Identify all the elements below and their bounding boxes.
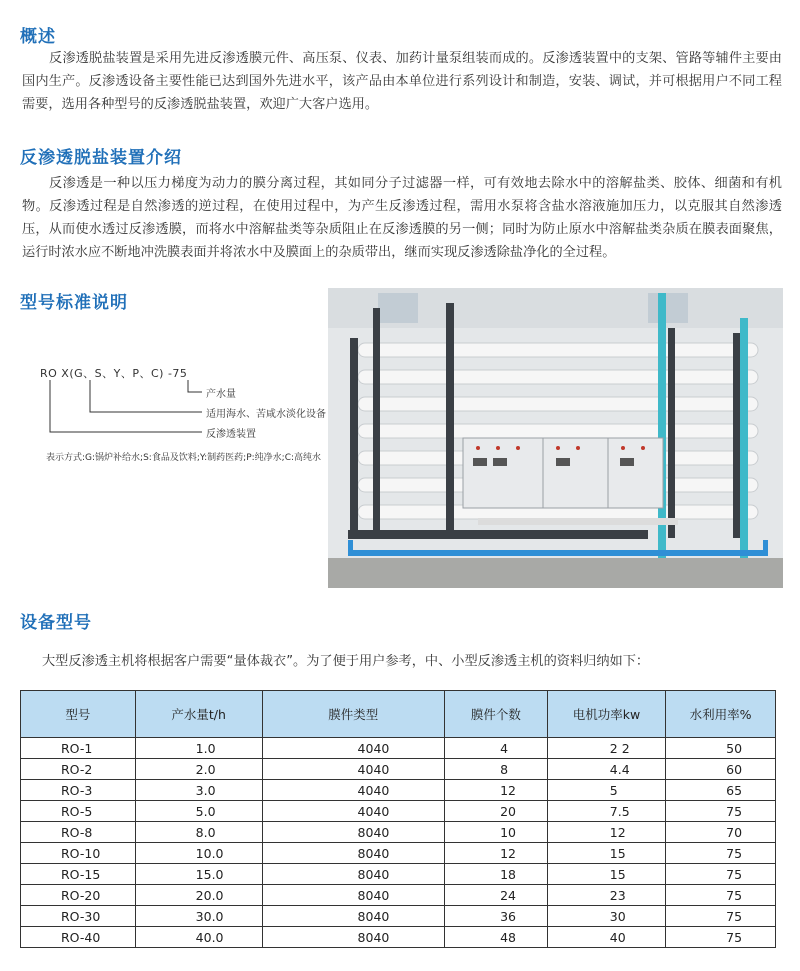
table-cell: 30 bbox=[547, 906, 665, 927]
table-header-cell: 膜件个数 bbox=[445, 691, 548, 738]
table-cell: 4.4 bbox=[547, 759, 665, 780]
table-cell: 4040 bbox=[262, 759, 445, 780]
table-header-cell: 电机功率kw bbox=[547, 691, 665, 738]
table-header-cell: 水利用率% bbox=[666, 691, 776, 738]
equipment-table-wrapper bbox=[20, 690, 776, 948]
table-cell: 15 bbox=[547, 864, 665, 885]
table-cell: 75 bbox=[666, 801, 776, 822]
table-row bbox=[21, 843, 776, 864]
table-cell: 15 bbox=[547, 843, 665, 864]
table-cell: RO-15 bbox=[21, 864, 136, 885]
label-output: 产水量 bbox=[206, 389, 236, 400]
table-cell: RO-3 bbox=[21, 780, 136, 801]
table-row bbox=[21, 864, 776, 885]
table-cell: RO-10 bbox=[21, 843, 136, 864]
table-cell: 4040 bbox=[262, 801, 445, 822]
table-cell: 15.0 bbox=[135, 864, 262, 885]
table-cell: 30.0 bbox=[135, 906, 262, 927]
table-cell: 75 bbox=[666, 864, 776, 885]
table-cell: 40.0 bbox=[135, 927, 262, 948]
table-row bbox=[21, 906, 776, 927]
table-cell: 4040 bbox=[262, 738, 445, 759]
table-cell: 7.5 bbox=[547, 801, 665, 822]
table-cell: 18 bbox=[445, 864, 548, 885]
table-cell: 8040 bbox=[262, 843, 445, 864]
table-cell: 2.0 bbox=[135, 759, 262, 780]
table-cell: RO-20 bbox=[21, 885, 136, 906]
table-cell: 8040 bbox=[262, 864, 445, 885]
table-cell: 75 bbox=[666, 906, 776, 927]
table-cell: 8040 bbox=[262, 822, 445, 843]
overview-heading: 概述 bbox=[20, 27, 56, 47]
table-cell: 40 bbox=[547, 927, 665, 948]
table-cell: 75 bbox=[666, 885, 776, 906]
label-device: 反渗透装置 bbox=[206, 429, 256, 440]
table-cell: RO-5 bbox=[21, 801, 136, 822]
table-cell: 3.0 bbox=[135, 780, 262, 801]
ro-equipment-photo bbox=[328, 288, 783, 588]
table-cell: 10.0 bbox=[135, 843, 262, 864]
table-header-cell: 产水量t/h bbox=[135, 691, 262, 738]
table-row bbox=[21, 801, 776, 822]
model-code-note: 表示方式:G:锅炉补给水;S:食品及饮料;Y:制药医药;P:纯净水;C:高纯水 bbox=[46, 453, 322, 463]
table-row bbox=[21, 885, 776, 906]
table-cell: 4 bbox=[445, 738, 548, 759]
equipment-heading: 设备型号 bbox=[20, 613, 92, 633]
table-cell: 8040 bbox=[262, 927, 445, 948]
table-row bbox=[21, 759, 776, 780]
table-row bbox=[21, 927, 776, 948]
table-header-row bbox=[21, 691, 776, 738]
overview-paragraph: 反渗透脱盐装置是采用先进反渗透膜元件、高压泵、仪表、加药计量泵组装而成的。反渗透装置中的支架、管路等辅件主要由国内生产。反渗透设备主要性能已达到国外先进水平，该产品由本单位进行系列设计和制造，安装、调试，并可根据用户不同工程需要，选用各种型号的反渗透脱盐装置，欢迎广大客户选用。 bbox=[22, 51, 782, 112]
table-cell: 5.0 bbox=[135, 801, 262, 822]
table-cell: 20.0 bbox=[135, 885, 262, 906]
table-cell: RO-8 bbox=[21, 822, 136, 843]
model-code: RO X(G、S、Y、P、C) -75 bbox=[40, 367, 188, 380]
intro-paragraph: 反渗透是一种以压力梯度为动力的膜分离过程，其如同分子过滤器一样，可有效地去除水中的溶解盐类、胶体、细菌和有机物。反渗透过程是自然渗透的逆过程，在使用过程中，为产生反渗透过程，需用水泵将含盐水溶液施加压力，以克服其自然渗透压，从而使水透过反渗透膜，而将水中溶解盐类等杂质阻止在反渗透膜的另一侧；同时为防止原水中溶解盐类杂质在膜表面聚焦，运行时浓水应不断地冲洗膜表面并将浓水中及膜面上的杂质带出，继而实现反渗透除盐净化的全过程。 bbox=[22, 176, 782, 260]
table-cell: RO-30 bbox=[21, 906, 136, 927]
table-cell: 24 bbox=[445, 885, 548, 906]
table-cell: RO-2 bbox=[21, 759, 136, 780]
table-cell: 12 bbox=[547, 822, 665, 843]
intro-heading: 反渗透脱盐装置介绍 bbox=[20, 148, 182, 168]
table-cell: 65 bbox=[666, 780, 776, 801]
table-row bbox=[21, 780, 776, 801]
table-cell: 8040 bbox=[262, 906, 445, 927]
table-cell: 12 bbox=[445, 780, 548, 801]
table-cell: 48 bbox=[445, 927, 548, 948]
table-cell: RO-40 bbox=[21, 927, 136, 948]
table-cell: 5 bbox=[547, 780, 665, 801]
table-cell: 20 bbox=[445, 801, 548, 822]
table-cell: 8040 bbox=[262, 885, 445, 906]
table-cell: 50 bbox=[666, 738, 776, 759]
table-cell: 75 bbox=[666, 843, 776, 864]
table-cell: 10 bbox=[445, 822, 548, 843]
table-cell: 2 2 bbox=[547, 738, 665, 759]
table-header-cell: 膜件类型 bbox=[262, 691, 445, 738]
table-cell: 36 bbox=[445, 906, 548, 927]
table-cell: 8 bbox=[445, 759, 548, 780]
table-body bbox=[21, 738, 776, 948]
table-cell: 23 bbox=[547, 885, 665, 906]
model-code-diagram bbox=[30, 360, 330, 470]
table-cell: 70 bbox=[666, 822, 776, 843]
table-header-cell: 型号 bbox=[21, 691, 136, 738]
table-cell: 1.0 bbox=[135, 738, 262, 759]
table-row bbox=[21, 738, 776, 759]
table-cell: RO-1 bbox=[21, 738, 136, 759]
table-cell: 4040 bbox=[262, 780, 445, 801]
table-row bbox=[21, 822, 776, 843]
equipment-table bbox=[20, 690, 776, 948]
table-cell: 60 bbox=[666, 759, 776, 780]
table-cell: 75 bbox=[666, 927, 776, 948]
table-cell: 8.0 bbox=[135, 822, 262, 843]
model-spec-heading: 型号标准说明 bbox=[20, 293, 128, 313]
equipment-paragraph: 大型反渗透主机将根据客户需要“量体裁衣”。为了便于用户参考，中、小型反渗透主机的资料归纳如下： bbox=[42, 654, 650, 669]
label-usage: 适用海水、苦咸水淡化设备 bbox=[206, 409, 326, 420]
table-cell: 12 bbox=[445, 843, 548, 864]
